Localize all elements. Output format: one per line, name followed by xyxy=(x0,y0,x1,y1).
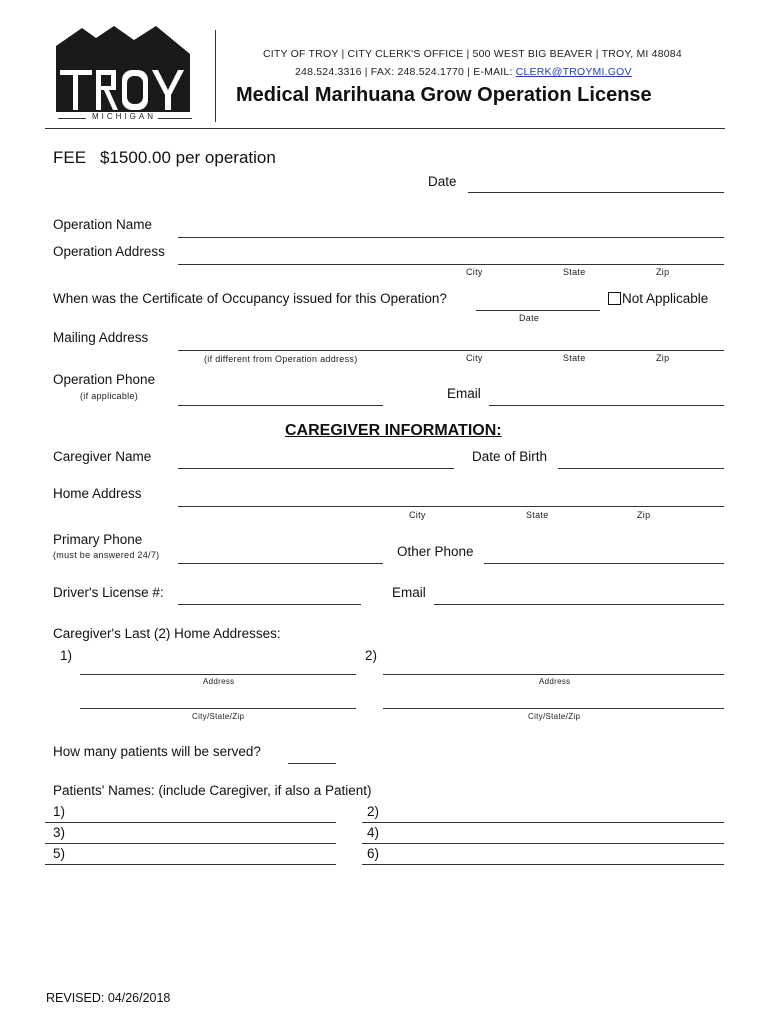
home-zip-caption: Zip xyxy=(637,510,651,520)
operation-city-caption: City xyxy=(466,267,483,277)
prior-home-2-address-field[interactable] xyxy=(383,674,724,675)
prior-home-1-csz-field[interactable] xyxy=(80,708,356,709)
caregiver-name-label: Caregiver Name xyxy=(53,449,152,464)
primary-phone-field[interactable] xyxy=(178,563,383,564)
patient-slot-1: 1) xyxy=(53,804,66,819)
co-date-field[interactable] xyxy=(476,310,600,311)
operation-email-label: Email xyxy=(447,386,481,401)
date-label: Date xyxy=(428,174,457,189)
caregiver-section-title: CAREGIVER INFORMATION: xyxy=(285,422,502,439)
prior-home-2-address-caption: Address xyxy=(539,677,571,686)
mailing-address-field[interactable] xyxy=(178,350,724,351)
operation-address-label: Operation Address xyxy=(53,244,165,259)
header-divider xyxy=(215,30,216,122)
home-state-caption: State xyxy=(526,510,549,520)
prior-home-2-number: 2) xyxy=(365,648,378,663)
contact-line xyxy=(295,66,632,78)
co-date-caption: Date xyxy=(519,313,540,323)
other-phone-field[interactable] xyxy=(484,563,724,564)
patient-3-field[interactable] xyxy=(45,843,336,844)
operation-name-label: Operation Name xyxy=(53,217,153,232)
other-phone-label: Other Phone xyxy=(397,544,474,559)
clerk-email-link[interactable]: CLERK@TROYMI.GOV xyxy=(515,66,632,78)
operation-phone-note: (if applicable) xyxy=(80,391,139,401)
prior-home-1-number: 1) xyxy=(60,648,73,663)
patient-2-field[interactable] xyxy=(362,822,724,823)
date-field[interactable] xyxy=(468,192,724,193)
patient-slot-3: 3) xyxy=(53,825,66,840)
city-logo xyxy=(54,24,194,124)
operation-email-field[interactable] xyxy=(489,405,724,406)
caregiver-email-label: Email xyxy=(392,585,426,600)
home-address-field[interactable] xyxy=(178,506,724,507)
dob-label: Date of Birth xyxy=(472,449,548,464)
patient-6-field[interactable] xyxy=(362,864,724,865)
mailing-note: (if different from Operation address) xyxy=(204,354,358,364)
caregiver-name-field[interactable] xyxy=(178,468,454,469)
operation-zip-caption: Zip xyxy=(656,267,670,277)
operation-phone-field[interactable] xyxy=(178,405,383,406)
last-homes-label: Caregiver's Last (2) Home Addresses: xyxy=(53,626,281,641)
dob-field[interactable] xyxy=(558,468,724,469)
patient-names-label: Patients' Names: (include Caregiver, if also a Patient) xyxy=(53,783,372,798)
patient-slot-6: 6) xyxy=(367,846,380,861)
operation-name-field[interactable] xyxy=(178,237,724,238)
operation-address-field[interactable] xyxy=(178,264,724,265)
prior-home-1-address-caption: Address xyxy=(203,677,235,686)
drivers-license-field[interactable] xyxy=(178,604,361,605)
logo-subtext: MICHIGAN xyxy=(92,112,156,121)
office-address-line: CITY OF TROY | CITY CLERK'S OFFICE | 500 WEST BIG BEAVER | TROY, MI 48084 xyxy=(263,48,682,60)
primary-phone-note: (must be answered 24/7) xyxy=(53,550,160,560)
fee-amount: $1500.00 per operation xyxy=(100,148,276,167)
patient-count-question: How many patients will be served? xyxy=(53,744,261,759)
drivers-license-label: Driver's License #: xyxy=(53,585,164,600)
patient-1-field[interactable] xyxy=(45,822,336,823)
patient-slot-4: 4) xyxy=(367,825,380,840)
caregiver-email-field[interactable] xyxy=(434,604,724,605)
header-rule xyxy=(45,128,725,129)
not-applicable-label: Not Applicable xyxy=(622,291,709,306)
patient-slot-5: 5) xyxy=(53,846,66,861)
mailing-address-label: Mailing Address xyxy=(53,330,149,345)
revised-date: REVISED: 04/26/2018 xyxy=(46,991,171,1005)
mailing-city-caption: City xyxy=(466,353,483,363)
home-address-label: Home Address xyxy=(53,486,142,501)
fee-label: FEE xyxy=(53,148,87,167)
prior-home-2-csz-field[interactable] xyxy=(383,708,724,709)
patient-5-field[interactable] xyxy=(45,864,336,865)
patient-4-field[interactable] xyxy=(362,843,724,844)
prior-home-1-address-field[interactable] xyxy=(80,674,356,675)
prior-home-1-csz-caption: City/State/Zip xyxy=(192,712,245,721)
patient-slot-2: 2) xyxy=(367,804,380,819)
operation-phone-label: Operation Phone xyxy=(53,372,156,387)
home-city-caption: City xyxy=(409,510,426,520)
primary-phone-label: Primary Phone xyxy=(53,532,143,547)
prior-home-2-csz-caption: City/State/Zip xyxy=(528,712,581,721)
operation-state-caption: State xyxy=(563,267,586,277)
patient-count-field[interactable] xyxy=(288,763,336,764)
troy-house-icon xyxy=(54,24,194,124)
page-title: Medical Marihuana Grow Operation License xyxy=(236,84,652,106)
phone-fax-text: 248.524.3316 | FAX: 248.524.1770 | E-MAIL: xyxy=(295,66,513,78)
mailing-state-caption: State xyxy=(563,353,586,363)
mailing-zip-caption: Zip xyxy=(656,353,670,363)
not-applicable-checkbox[interactable] xyxy=(608,292,621,305)
co-question: When was the Certificate of Occupancy issued for this Operation? xyxy=(53,291,447,306)
